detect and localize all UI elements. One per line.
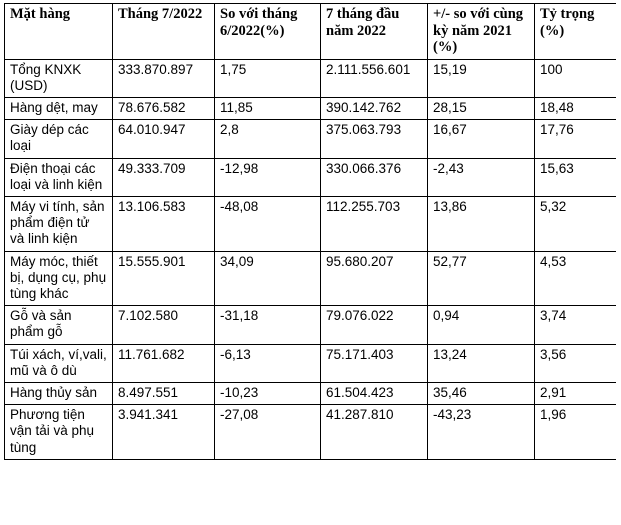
value-cell: 79.076.022	[321, 306, 428, 344]
value-cell: 3,56	[535, 344, 617, 382]
value-cell: 375.063.793	[321, 120, 428, 158]
value-cell: 18,48	[535, 97, 617, 119]
table-body	[5, 59, 617, 459]
header-cell: 7 tháng đầu năm 2022	[321, 4, 428, 60]
value-cell: -31,18	[215, 306, 321, 344]
table-row	[5, 405, 617, 460]
value-cell: 35,46	[428, 382, 535, 404]
item-name-cell: Tổng KNXK (USD)	[5, 59, 113, 97]
value-cell: 15,63	[535, 158, 617, 196]
value-cell: 41.287.810	[321, 405, 428, 460]
value-cell: 61.504.423	[321, 382, 428, 404]
value-cell: 390.142.762	[321, 97, 428, 119]
header-cell: +/- so với cùng kỳ năm 2021 (%)	[428, 4, 535, 60]
table-row	[5, 251, 617, 306]
value-cell: 52,77	[428, 251, 535, 306]
value-cell: 3,74	[535, 306, 617, 344]
table-row	[5, 344, 617, 382]
value-cell: -27,08	[215, 405, 321, 460]
table-row	[5, 158, 617, 196]
item-name-cell: Gỗ và sản phẩm gỗ	[5, 306, 113, 344]
export-table	[4, 3, 616, 460]
table-row	[5, 382, 617, 404]
value-cell: 7.102.580	[113, 306, 215, 344]
value-cell: 2.111.556.601	[321, 59, 428, 97]
header-cell: So với tháng 6/2022(%)	[215, 4, 321, 60]
document-page	[4, 3, 616, 525]
value-cell: 2,91	[535, 382, 617, 404]
value-cell: 4,53	[535, 251, 617, 306]
header-cell: Mặt hàng	[5, 4, 113, 60]
value-cell: 49.333.709	[113, 158, 215, 196]
value-cell: 15.555.901	[113, 251, 215, 306]
value-cell: -10,23	[215, 382, 321, 404]
value-cell: -48,08	[215, 196, 321, 251]
value-cell: 13,86	[428, 196, 535, 251]
value-cell: 3.941.341	[113, 405, 215, 460]
value-cell: 16,67	[428, 120, 535, 158]
value-cell: 95.680.207	[321, 251, 428, 306]
value-cell: 1,96	[535, 405, 617, 460]
value-cell: 5,32	[535, 196, 617, 251]
value-cell: -2,43	[428, 158, 535, 196]
value-cell: 330.066.376	[321, 158, 428, 196]
header-cell: Tỷ trọng (%)	[535, 4, 617, 60]
table-row	[5, 59, 617, 97]
value-cell: 28,15	[428, 97, 535, 119]
value-cell: 78.676.582	[113, 97, 215, 119]
item-name-cell: Hàng thủy sản	[5, 382, 113, 404]
value-cell: 15,19	[428, 59, 535, 97]
value-cell: 100	[535, 59, 617, 97]
value-cell: -12,98	[215, 158, 321, 196]
value-cell: 64.010.947	[113, 120, 215, 158]
table-row	[5, 196, 617, 251]
item-name-cell: Máy vi tính, sản phẩm điện tử và linh kiện	[5, 196, 113, 251]
item-name-cell: Phương tiện vận tải và phụ tùng	[5, 405, 113, 460]
value-cell: 13,24	[428, 344, 535, 382]
item-name-cell: Túi xách, ví,vali, mũ và ô dù	[5, 344, 113, 382]
item-name-cell: Điện thoại các loại và linh kiện	[5, 158, 113, 196]
value-cell: 17,76	[535, 120, 617, 158]
header-cell: Tháng 7/2022	[113, 4, 215, 60]
table-row	[5, 120, 617, 158]
item-name-cell: Hàng dệt, may	[5, 97, 113, 119]
table-row	[5, 306, 617, 344]
table-row	[5, 97, 617, 119]
value-cell: 11.761.682	[113, 344, 215, 382]
header-row	[5, 4, 617, 60]
value-cell: 75.171.403	[321, 344, 428, 382]
value-cell: 1,75	[215, 59, 321, 97]
item-name-cell: Giày dép các loại	[5, 120, 113, 158]
value-cell: 2,8	[215, 120, 321, 158]
value-cell: -43,23	[428, 405, 535, 460]
table-header	[5, 4, 617, 60]
value-cell: 112.255.703	[321, 196, 428, 251]
value-cell: 0,94	[428, 306, 535, 344]
value-cell: 34,09	[215, 251, 321, 306]
value-cell: 11,85	[215, 97, 321, 119]
item-name-cell: Máy móc, thiết bị, dụng cụ, phụ tùng khác	[5, 251, 113, 306]
value-cell: 333.870.897	[113, 59, 215, 97]
value-cell: 13.106.583	[113, 196, 215, 251]
value-cell: -6,13	[215, 344, 321, 382]
value-cell: 8.497.551	[113, 382, 215, 404]
